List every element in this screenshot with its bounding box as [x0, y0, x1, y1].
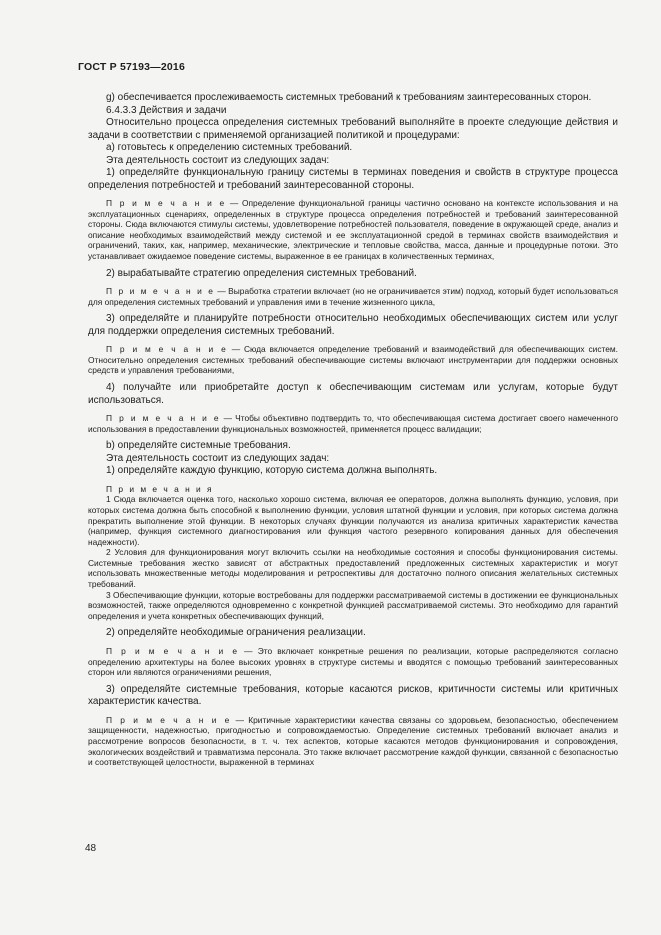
note-b1-2: 2 Условия для функционирования могут включить ссылки на необходимые состояния и способы функционирования системы. Системные требования жестко зависят от абстрактных предоставлений предложенных системных характеристик и могут использовать множественные методы моделирования и ретроспективы для достаточно полного описания желательных системных требований. — [88, 547, 618, 590]
task-b1: 1) определяйте каждую функцию, которую система должна выполнять. — [106, 465, 438, 477]
note-6 — [88, 715, 618, 768]
task-a1: 1) определяйте функциональную границу системы в терминах поведения и свойств в структуре процесса определения потребностей и требований заинтересованной стороны. — [88, 167, 618, 191]
tasks-intro-b: Эта деятельность состоит из следующих задач: — [106, 452, 330, 464]
paragraph-intro: Относительно процесса определения системных требований выполняйте в проекте следующие действия и задачи в соответствии с применяемой организацией политикой и процедурами: — [88, 117, 618, 141]
note-label: П р и м е ч а н и е — [106, 198, 227, 208]
note-text: — Определение функциональной границы частично основано на контексте использования и на эксплуатационных сценариях, определенных в структуре процесса определения потребностей и требований заинтересованной стороны. Сюда включаются стимулы системы, удовлетворение потребностей пользователя, поведение в окружающей среде, анализ и описание необходимых взаимодействий между системой и ее эксплуатационной средой в терминах свойств взаимодействия и ограничений, таких, как, например, механические, электрические и тепловые свойства, масса, данные и процедурные потоки. Это устанавливает ожидаемое поведение системы, выраженное в ее границах в количественных терминах, — [88, 198, 618, 261]
task-b3: 3) определяйте системные требования, которые касаются рисков, критичности системы или критичных характеристик качества. — [88, 683, 618, 708]
note-text: — Это включает конкретные решения по реализации, которые распределяются согласно определению архитектуры на более высоких уровнях в структуре системы и вводятся с помощью требований заинтересованных сторон или являются ограничениями решения, — [88, 645, 618, 678]
task-a4: 4) получайте или приобретайте доступ к обеспечивающим системам или услугам, которые будут использоваться. — [88, 382, 618, 406]
note-5 — [88, 646, 618, 678]
note-2 — [88, 286, 618, 307]
note-b1-3: 3 Обеспечивающие функции, которые востребованы для поддержки рассматриваемой системы в достижении ее функциональных возможностей, также определяются одновременно с конкретной функцией рассматриваемой системы. Это необходимо для гарантий определения и учета конкретных обеспечивающих функций, — [88, 589, 618, 621]
document-header: ГОСТ Р 57193—2016 — [78, 61, 186, 73]
note-text: — Выработка стратегии включает (но не ограничивается этим) подход, который будет использоваться для определения системных требований и управления ими в течение жизненного цикла, — [88, 286, 618, 307]
note-label: П р и м е ч а н и е — [106, 344, 228, 355]
item-a: a) готовьтесь к определению системных требований. — [106, 142, 353, 153]
note-label: П р и м е ч а н и е — [106, 645, 240, 656]
tasks-intro-a: Эта деятельность состоит из следующих задач: — [106, 154, 330, 166]
note-label: П р и м е ч а н и е — [106, 714, 232, 725]
note-4 — [88, 413, 618, 434]
task-a3: 3) определяйте и планируйте потребности относительно необходимых обеспечивающих систем или услуг для поддержки определения системных требований. — [88, 313, 618, 337]
task-a2: 2) вырабатывайте стратегию определения системных требований. — [106, 267, 417, 279]
item-b: b) определяйте системные требования. — [106, 440, 291, 452]
note-text: — Сюда включается определение требований и взаимодействий для обеспечивающих систем. Относительно определения системных требований обеспечивающие системы включают инструментарии для поддержки основных средств и управления требованиями, — [88, 344, 618, 376]
note-b1-1: 1 Сюда включается оценка того, насколько хорошо система, включая ее операторов, должна выполнять функцию, условия, при которых система должна быть способной к выполнению функции, условия штатной функции и условия, при которых система должна прекратить выполнение этой функции. В некоторых случаях функции получаются из анализа критичных характеристик качества (например, функция системного диагностирования или функция частого резервного копирования данных для обеспечения надежности). — [88, 494, 618, 547]
section-heading: 6.4.3.3 Действия и задачи — [106, 104, 227, 116]
document-body — [88, 92, 618, 768]
note-1 — [88, 198, 618, 262]
note-text: — Критичные характеристики качества связаны со здоровьем, безопасностью, обеспечением защищенности, надежностью, пригодностью и сопровождаемостью. Определение системных требований включает анализ и рассмотрение вопросов безопасности, в т. ч. тех аспектов, которые касаются методов функционирования и сопровождения, экологических воздействий и травматизма персонала. Это также включает рассмотрение каждой функции, связанной с безопасностью и соответствующей целостности, выраженной в терминах — [88, 714, 618, 768]
notes-heading — [88, 484, 618, 495]
paragraph-g: g) обеспечивается прослеживаемость системных требований к требованиям заинтересованных сторон. — [106, 92, 592, 103]
notes-label: П р и м е ч а н и я — [106, 483, 214, 494]
task-b2: 2) определяйте необходимые ограничения реализации. — [106, 627, 366, 639]
note-3 — [88, 344, 618, 376]
page-number: 48 — [85, 843, 97, 854]
note-label: П р и м е ч а н и е — [106, 286, 215, 297]
note-label: П р и м е ч а н и е — [106, 413, 221, 424]
note-text: — Чтобы объективно подтвердить то, что обеспечивающая система достигает своего намеченного использования в предоставлении функциональных возможностей, применяется процесс валидации; — [88, 413, 618, 434]
